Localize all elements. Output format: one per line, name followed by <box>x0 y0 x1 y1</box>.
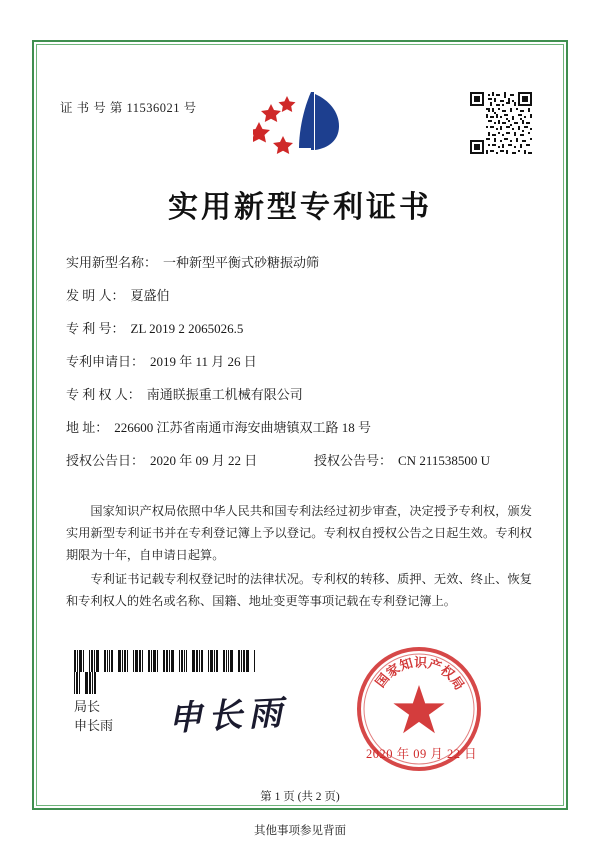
grant-date <box>66 450 314 469</box>
field-patent-number <box>66 318 536 351</box>
field-value: 2020 年 09 月 22 日 <box>150 453 258 468</box>
field-label: 授权公告号： <box>314 453 393 468</box>
page-number: 第 1 页 (共 2 页) <box>260 791 340 803</box>
seal-date: 2020 年 09 月 22 日 <box>366 747 478 761</box>
svg-text:国: 国 <box>373 671 394 691</box>
certificate-number: 证 书 号 第 11536021 号 <box>60 101 197 115</box>
legal-text <box>66 500 532 614</box>
cnipa-sail-logo-icon <box>253 88 345 160</box>
paragraph-2: 专利证书记载专利权登记时的法律状况。专利权的转移、质押、无效、终止、恢复和专利权人的姓名或名称、国籍、地址变更等事项记载在专利登记簿上。 <box>66 572 532 608</box>
field-label: 发 明 人： <box>66 288 125 303</box>
svg-text:产: 产 <box>425 656 444 676</box>
field-label: 实用新型名称： <box>66 255 158 270</box>
field-value: CN 211538500 U <box>398 453 490 468</box>
svg-text:家: 家 <box>383 661 404 682</box>
qr-code-icon <box>470 92 532 154</box>
svg-text:识: 识 <box>413 655 428 672</box>
grant-publication-number <box>314 450 490 469</box>
svg-text:局: 局 <box>446 673 467 694</box>
field-list <box>66 252 536 483</box>
paragraph-1: 国家知识产权局依照中华人民共和国专利法经过初步审查，决定授予专利权，颁发实用新型专利证书并在专利登记簿上予以登记。专利权自授权公告之日起生效。专利权期限为十年，自申请日起算。 <box>66 504 532 562</box>
field-patentee <box>66 384 536 417</box>
field-value: 南通眹振重工机械有限公司 <box>146 387 303 402</box>
field-application-date <box>66 351 536 384</box>
field-label: 授权公告日： <box>66 453 145 468</box>
field-label: 专利申请日： <box>66 354 145 369</box>
signature-name: 申长雨 <box>74 718 114 733</box>
barcode <box>74 650 256 672</box>
field-label: 地 址： <box>66 420 109 435</box>
field-value: 一种新型平衡式砂糖振动筛 <box>163 255 320 270</box>
field-value: 2019 年 11 月 26 日 <box>150 354 257 369</box>
svg-text:权: 权 <box>437 663 457 684</box>
field-address <box>66 417 536 450</box>
footer-note: 其他事项参见背面 <box>254 825 346 837</box>
signature-title-block <box>74 697 113 735</box>
field-inventor <box>66 285 536 318</box>
svg-text:知: 知 <box>398 656 415 675</box>
page-title: 实用新型专利证书 <box>168 190 432 225</box>
field-label: 专 利 号： <box>66 321 125 336</box>
field-value: 夏盛伯 <box>130 288 170 303</box>
field-label: 专 利 权 人： <box>66 387 141 402</box>
field-utility-model-name <box>66 252 536 285</box>
field-grant-row <box>66 450 536 483</box>
handwritten-signature: 申长雨 <box>167 692 290 740</box>
signature-title: 局长 <box>74 699 101 714</box>
field-value: ZL 2019 2 2065026.5 <box>130 321 244 336</box>
field-value: 226600 江苏省南通市海安曲塘镇双工路 18 号 <box>114 420 372 435</box>
